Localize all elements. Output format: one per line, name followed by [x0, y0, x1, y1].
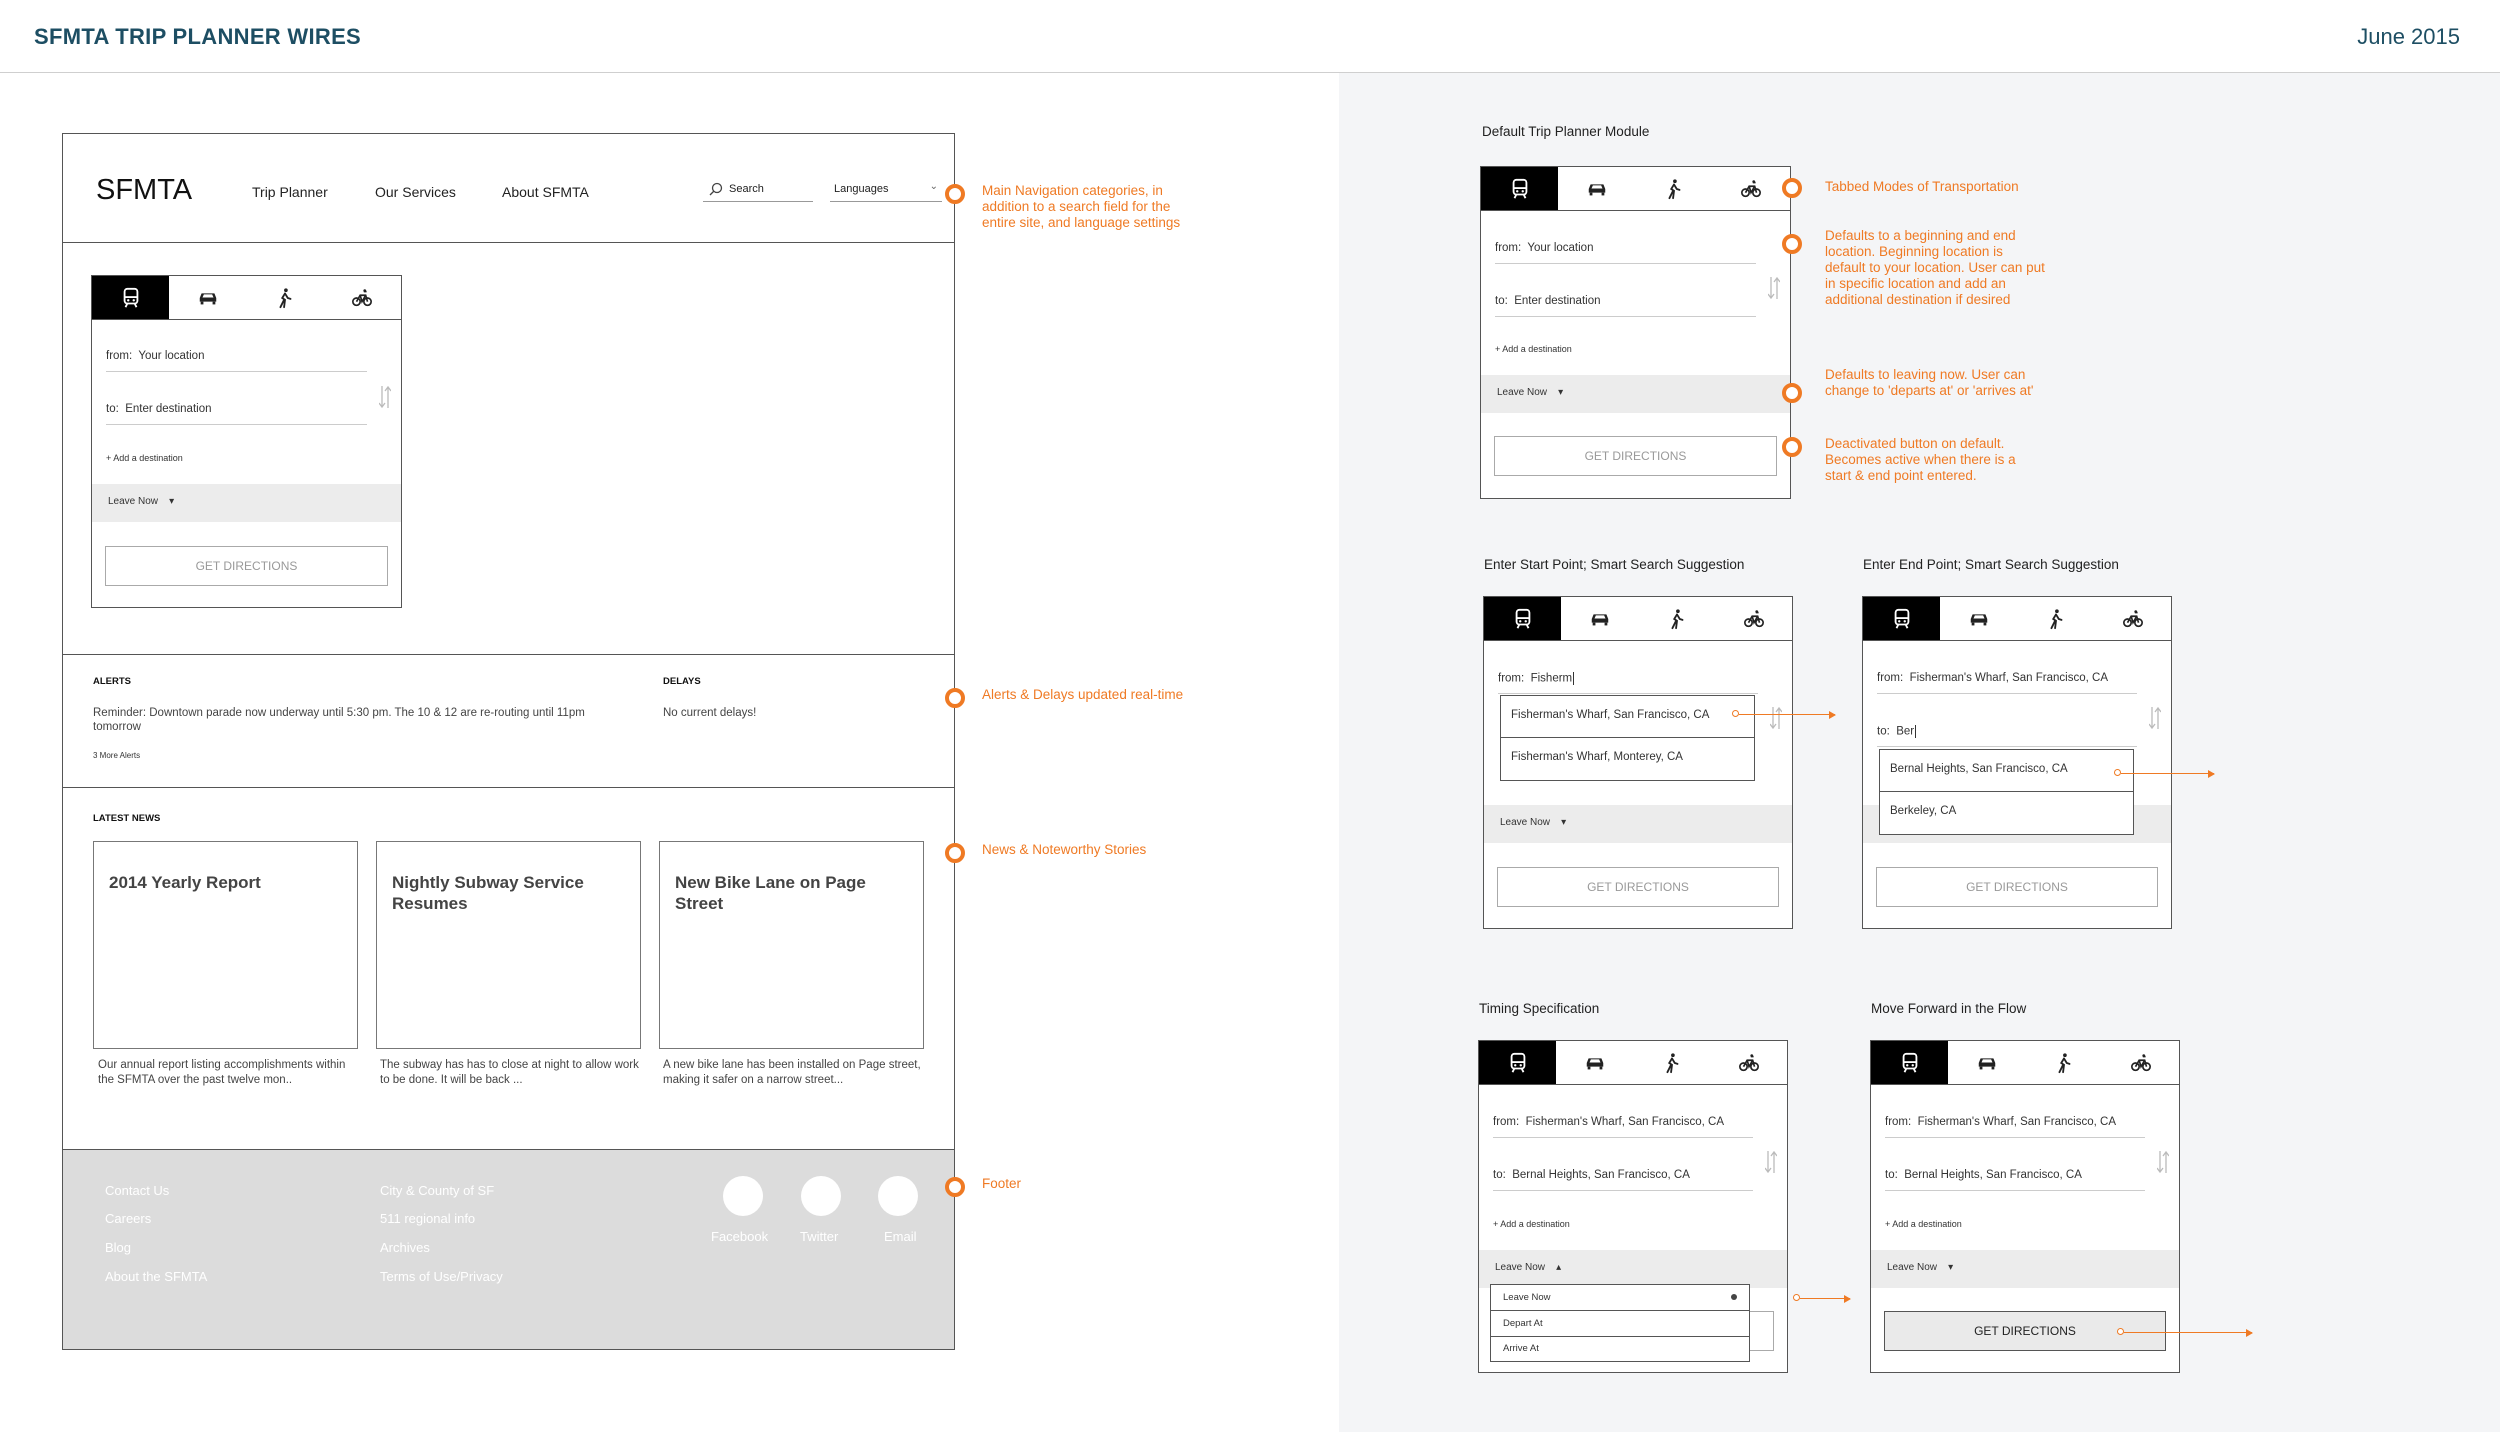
bike-icon	[350, 287, 374, 309]
annotation-marker	[1782, 178, 1802, 198]
flow-marker	[2117, 1328, 2124, 1335]
tab-car[interactable]	[1556, 1041, 1633, 1084]
walk-icon	[1666, 608, 1688, 630]
page-header	[0, 0, 2500, 73]
to-field[interactable]: to: Bernal Heights, San Francisco, CA	[1885, 1169, 2145, 1191]
annotation-marker	[945, 688, 965, 708]
trip-planner-module	[91, 275, 402, 608]
leave-now-select[interactable]: Leave Now ▾	[1481, 375, 1790, 413]
add-destination-link[interactable]: + Add a destination	[1495, 344, 1572, 354]
to-field[interactable]: to: Enter destination	[1495, 295, 1756, 317]
annotation-alerts: Alerts & Delays updated real-time	[982, 687, 1184, 702]
get-directions-button[interactable]: GET DIRECTIONS	[1876, 867, 2158, 907]
suggestion-list	[1500, 695, 1755, 781]
add-destination-link[interactable]: + Add a destination	[106, 453, 183, 463]
search-input[interactable]	[703, 176, 813, 202]
footer-link[interactable]: Careers	[105, 1211, 152, 1226]
text-cursor	[1915, 725, 1916, 738]
bike-icon	[2129, 1052, 2153, 1074]
tab-walk[interactable]	[1633, 1041, 1710, 1084]
selected-dot-icon	[1731, 1294, 1737, 1300]
get-directions-button-active[interactable]: GET DIRECTIONS	[1884, 1311, 2166, 1351]
section-title-timing: Timing Specification	[1479, 1001, 1600, 1016]
footer-link[interactable]: Contact Us	[105, 1183, 170, 1198]
walk-icon	[2045, 608, 2067, 630]
search-placeholder: Search	[729, 183, 764, 195]
tab-bike[interactable]	[324, 276, 401, 319]
news-desc: Our annual report listing accomplishments within the SFMTA over the past twelve mon..	[98, 1059, 346, 1086]
tab-bike[interactable]	[2094, 597, 2171, 640]
languages-label: Languages	[834, 183, 889, 195]
bus-icon	[1512, 608, 1534, 630]
trip-planner-start	[1483, 596, 1793, 929]
mode-tabs	[1871, 1041, 2179, 1085]
car-icon	[1586, 178, 1608, 200]
divider	[63, 654, 954, 655]
tab-transit[interactable]	[1871, 1041, 1948, 1084]
alert-text: Reminder: Downtown parade now underway until 5:30 pm. The 10 & 12 are re-routing until 11pm tomorrow	[93, 707, 585, 733]
nav-trip-planner[interactable]: Trip Planner	[252, 184, 328, 200]
facebook-label: Facebook	[711, 1229, 769, 1244]
flow-marker	[1732, 710, 1739, 717]
footer-link[interactable]: Blog	[105, 1240, 132, 1255]
email-icon[interactable]	[878, 1176, 918, 1216]
footer-link[interactable]: City & County of SF	[380, 1183, 495, 1198]
bike-icon	[1737, 1052, 1761, 1074]
tab-walk[interactable]	[1636, 167, 1713, 210]
bike-icon	[1739, 178, 1763, 200]
to-field[interactable]: to: Ber	[1877, 725, 2137, 747]
tab-bike[interactable]	[1710, 1041, 1787, 1084]
option-arrive-at[interactable]: Arrive At	[1503, 1343, 1539, 1354]
leave-now-select[interactable]: Leave Now ▾	[1484, 805, 1792, 843]
add-destination-link[interactable]: + Add a destination	[1885, 1219, 1962, 1229]
news-card[interactable]: Nightly Subway Service Resumes	[376, 841, 641, 1049]
delays-text: No current delays!	[663, 707, 757, 719]
get-directions-button[interactable]: GET DIRECTIONS	[105, 546, 388, 586]
suggestion-item[interactable]: Fisherman's Wharf, Monterey, CA	[1511, 751, 1683, 763]
trip-planner-default	[1480, 166, 1791, 499]
walk-icon	[274, 287, 296, 309]
footer	[63, 1149, 954, 1349]
swap-icon[interactable]	[1770, 705, 1782, 731]
footer-link[interactable]: 511 regional info	[380, 1211, 476, 1226]
caret-down-icon: ▾	[169, 496, 175, 507]
swap-icon[interactable]	[2157, 1149, 2169, 1175]
annotation-deactivated: Deactivated button on default. Becomes active when there is a start & end point entered.	[1825, 436, 2016, 483]
annotation-marker	[945, 1177, 965, 1197]
bus-icon	[1507, 1052, 1529, 1074]
mode-tabs	[1484, 597, 1792, 641]
bus-icon	[1509, 178, 1531, 200]
annotation-marker	[1782, 383, 1802, 403]
from-field[interactable]: from: Fisherman's Wharf, San Francisco, CA	[1885, 1116, 2145, 1138]
car-icon	[197, 287, 219, 309]
annotation-tabs: Tabbed Modes of Transportation	[1825, 179, 2019, 194]
caret-up-icon: ▴	[1556, 1262, 1562, 1273]
divider	[63, 242, 954, 243]
tab-car[interactable]	[1948, 1041, 2025, 1084]
bike-icon	[1742, 608, 1766, 630]
trip-planner-end	[1862, 596, 2172, 929]
tab-car[interactable]	[169, 276, 246, 319]
option-leave-now[interactable]: Leave Now	[1491, 1285, 1749, 1311]
search-icon	[709, 182, 723, 196]
email-label: Email	[884, 1229, 917, 1244]
annotation-marker	[1782, 437, 1802, 457]
doc-title: SFMTA TRIP PLANNER WIRES	[34, 24, 362, 49]
news-desc: The subway has has to close at night to allow work to be done. It will be back ...	[380, 1059, 639, 1086]
to-field[interactable]: to: Enter destination	[106, 403, 367, 425]
flow-arrow	[1800, 1298, 1850, 1299]
section-title-forward: Move Forward in the Flow	[1871, 1001, 2027, 1016]
to-field[interactable]: to: Bernal Heights, San Francisco, CA	[1493, 1169, 1753, 1191]
swap-icon[interactable]	[379, 384, 391, 410]
news-card[interactable]: 2014 Yearly Report	[93, 841, 358, 1049]
doc-date: June 2015	[2357, 24, 2460, 49]
twitter-label: Twitter	[800, 1229, 839, 1244]
tab-transit[interactable]	[92, 276, 169, 319]
tab-car[interactable]	[1561, 597, 1638, 640]
mode-tabs	[92, 276, 401, 320]
leave-now-select[interactable]: Leave Now ▴	[1479, 1250, 1787, 1288]
car-icon	[1968, 608, 1990, 630]
trip-planner-timing	[1478, 1040, 1788, 1373]
from-field[interactable]: from: Fisherman's Wharf, San Francisco, CA	[1493, 1116, 1753, 1138]
tab-car[interactable]	[1558, 167, 1635, 210]
annotation-defaults: Defaults to a beginning and end location. Beginning location is default to your location. User can put in specific location and add an additional destination if desired	[1825, 228, 2045, 307]
suggestion-item[interactable]: Berkeley, CA	[1890, 805, 1957, 817]
suggestion-list	[1879, 749, 2134, 835]
nav-our-services[interactable]: Our Services	[375, 184, 456, 200]
tab-bike[interactable]	[2102, 1041, 2179, 1084]
facebook-icon[interactable]	[723, 1176, 763, 1216]
bike-icon	[2121, 608, 2145, 630]
from-field[interactable]: from: Your location	[1495, 242, 1756, 264]
from-field[interactable]: from: Fisherm	[1498, 672, 1758, 694]
tab-transit[interactable]	[1479, 1041, 1556, 1084]
tab-walk[interactable]	[2025, 1041, 2102, 1084]
get-directions-button[interactable]: GET DIRECTIONS	[1497, 867, 1779, 907]
section-title-default: Default Trip Planner Module	[1482, 124, 1650, 139]
tab-bike[interactable]	[1715, 597, 1792, 640]
caret-down-icon: ▾	[1948, 1262, 1954, 1273]
tab-car[interactable]	[1940, 597, 2017, 640]
tab-transit[interactable]	[1481, 167, 1558, 210]
from-field[interactable]: from: Your location	[106, 350, 367, 372]
leave-now-select[interactable]: Leave Now ▾	[1871, 1250, 2179, 1288]
footer-link[interactable]: About the SFMTA	[105, 1269, 208, 1284]
suggestion-item[interactable]: Fisherman's Wharf, San Francisco, CA	[1501, 696, 1754, 738]
car-icon	[1976, 1052, 1998, 1074]
mode-tabs	[1479, 1041, 1787, 1085]
flow-marker	[2114, 769, 2121, 776]
flow-arrow	[2124, 1332, 2252, 1333]
trip-planner-forward	[1870, 1040, 2180, 1373]
flow-marker	[1793, 1294, 1800, 1301]
caret-down-icon: ▾	[1561, 817, 1567, 828]
news-card[interactable]: New Bike Lane on Page Street	[659, 841, 924, 1049]
annotation-leaving: Defaults to leaving now. User can change to 'departs at' or 'arrives at'	[1825, 367, 2034, 398]
walk-icon	[1663, 178, 1685, 200]
annotation-news: News & Noteworthy Stories	[982, 842, 1147, 857]
homepage-wireframe	[62, 133, 955, 1350]
footer-link[interactable]: Archives	[380, 1240, 430, 1255]
option-depart-at[interactable]: Depart At	[1491, 1311, 1749, 1337]
walk-icon	[2053, 1052, 2075, 1074]
languages-select[interactable]	[830, 176, 942, 202]
annotation-marker	[945, 843, 965, 863]
car-icon	[1584, 1052, 1606, 1074]
logo[interactable]: SFMTA	[96, 174, 193, 206]
footer-link[interactable]: Terms of Use/Privacy	[380, 1269, 503, 1284]
delays-heading: DELAYS	[663, 676, 701, 687]
annotation-marker	[945, 184, 965, 204]
caret-down-icon: ▾	[1558, 387, 1564, 398]
annotation-marker	[1782, 234, 1802, 254]
bus-icon	[120, 287, 142, 309]
section-title-start: Enter Start Point; Smart Search Suggestion	[1484, 557, 1745, 572]
text-cursor	[1573, 672, 1574, 685]
nav-about[interactable]: About SFMTA	[502, 184, 589, 200]
bus-icon	[1899, 1052, 1921, 1074]
tab-walk[interactable]	[2017, 597, 2094, 640]
mode-tabs	[1481, 167, 1790, 211]
more-alerts-link[interactable]: 3 More Alerts	[93, 751, 141, 760]
news-heading: LATEST NEWS	[93, 813, 161, 824]
bus-icon	[1891, 608, 1913, 630]
suggestion-item[interactable]: Bernal Heights, San Francisco, CA	[1880, 750, 2133, 792]
tab-walk[interactable]	[247, 276, 324, 319]
alerts-heading: ALERTS	[93, 676, 131, 687]
twitter-icon[interactable]	[801, 1176, 841, 1216]
flow-arrow	[2121, 773, 2214, 774]
get-directions-button[interactable]: GET DIRECTIONS	[1494, 436, 1777, 476]
flow-arrow	[1739, 714, 1835, 715]
mode-tabs	[1863, 597, 2171, 641]
car-icon	[1589, 608, 1611, 630]
annotation-footer: Footer	[982, 1176, 1022, 1191]
swap-icon[interactable]	[1768, 275, 1780, 301]
swap-icon[interactable]	[2149, 705, 2161, 731]
leave-now-select[interactable]: Leave Now ▾	[92, 484, 401, 522]
timing-dropdown	[1490, 1284, 1750, 1362]
section-title-end: Enter End Point; Smart Search Suggestion	[1863, 557, 2119, 572]
tab-transit[interactable]	[1484, 597, 1561, 640]
swap-icon[interactable]	[1765, 1149, 1777, 1175]
divider	[63, 787, 954, 788]
news-desc: A new bike lane has been installed on Page street, making it safer on a narrow street...	[663, 1059, 921, 1086]
walk-icon	[1661, 1052, 1683, 1074]
chevron-down-icon: ⌄	[929, 181, 938, 192]
add-destination-link[interactable]: + Add a destination	[1493, 1219, 1570, 1229]
tab-walk[interactable]	[1638, 597, 1715, 640]
tab-bike[interactable]	[1713, 167, 1790, 210]
from-field[interactable]: from: Fisherman's Wharf, San Francisco, CA	[1877, 672, 2137, 694]
annotation-nav: Main Navigation categories, in addition to a search field for the entire site, and language settings	[982, 183, 1181, 230]
tab-transit[interactable]	[1863, 597, 1940, 640]
